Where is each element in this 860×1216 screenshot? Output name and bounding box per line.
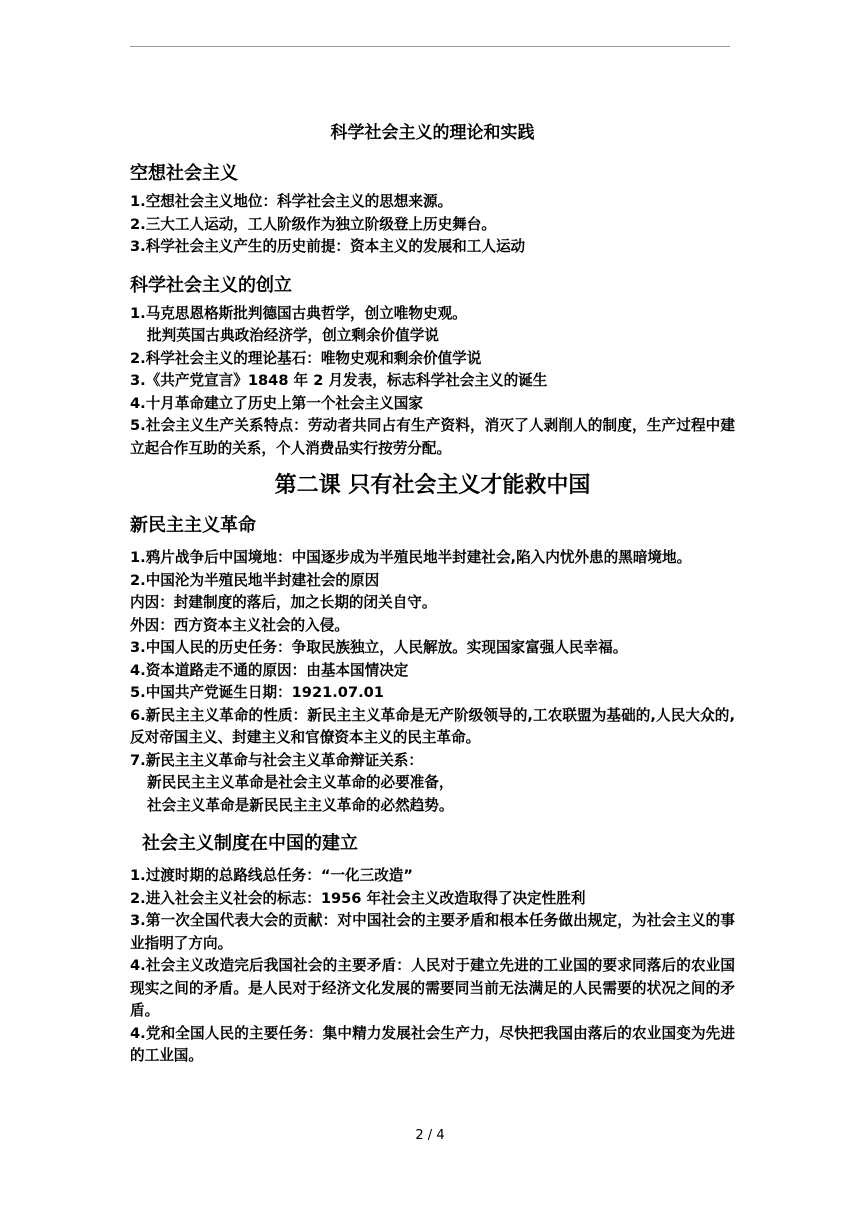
document-page (130, 100, 735, 1068)
list-item: 3.中国人民的历史任务：争取民族独立，人民解放。实现国家富强人民幸福。 (130, 639, 628, 656)
list-item: 外因：西方资本主义社会的入侵。 (130, 616, 349, 634)
list-item: 5.社会主义生产关系特点：劳动者共同占有生产资料，消灭了人剥削人的制度，生产过程中建立起合作互助的关系，个人消费品实行按劳分配。 (130, 417, 735, 457)
list-item: 7.新民主主义革命与社会主义革命辩证关系： (130, 751, 423, 769)
lesson-title: 第二课 只有社会主义才能救中国 (274, 473, 591, 498)
section-heading-utopian-socialism: 空想社会主义 (130, 163, 238, 184)
list-item: 1.鸦片战争后中国境地：中国逐步成为半殖民地半封建社会,陷入内忧外患的黑暗境地。 (130, 549, 692, 566)
list-item: 4.党和全国人民的主要任务：集中精力发展社会生产力，尽快把我国由落后的农业国变为先进的工业国。 (130, 1024, 735, 1064)
list-item: 5.中国共产党诞生日期：1921.07.01 (130, 684, 384, 701)
list-item: 2.科学社会主义的理论基石：唯物史观和剩余价值学说 (130, 349, 482, 367)
header-rule (130, 46, 730, 47)
list-item: 2.中国沦为半殖民地半封建社会的原因 (130, 571, 380, 589)
list-item: 4.十月革命建立了历史上第一个社会主义国家 (130, 394, 423, 412)
section-heading-scientific-socialism: 科学社会主义的创立 (130, 274, 292, 296)
list-item: 2.进入社会主义社会的标志：1956 年社会主义改造取得了决定性胜利 (130, 889, 586, 907)
list-item: 1.过渡时期的总路线总任务：“一化三改造” (130, 867, 413, 884)
page-title: 科学社会主义的理论和实践 (330, 123, 535, 143)
list-item: 3.科学社会主义产生的历史前提：资本主义的发展和工人运动 (130, 238, 526, 255)
list-item: 1.马克思恩格斯批判德国古典哲学，创立唯物史观。 (130, 304, 467, 322)
list-item: 6.新民主主义革命的性质：新民主主义革命是无产阶级领导的,工农联盟为基础的,人民大众的,反对帝国主义、封建主义和官僚资本主义的民主革命。 (130, 706, 735, 746)
list-item: 2.三大工人运动，工人阶级作为独立阶级登上历史舞台。 (130, 215, 496, 233)
list-item: 4.资本道路走不通的原因：由基本国情决定 (130, 661, 409, 679)
page-number: 2 / 4 (415, 1128, 445, 1143)
list-item-continuation: 批判英国古典政治经济学，创立剩余价值学说 (147, 327, 439, 344)
section-heading-new-democratic-revolution: 新民主主义革命 (130, 515, 256, 536)
list-item-continuation: 社会主义革命是新民民主主义革命的必然趋势。 (147, 796, 454, 814)
list-item: 1.空想社会主义地位：科学社会主义的思想来源。 (130, 193, 453, 210)
list-item: 内因：封建制度的落后，加之长期的闭关自守。 (130, 594, 437, 611)
list-item: 3.第一次全国代表大会的贡献：对中国社会的主要矛盾和根本任务做出规定，为社会主义的事业指明了方向。 (130, 912, 735, 952)
list-item: 3.《共产党宣言》1848 年 2 月发表，标志科学社会主义的诞生 (130, 372, 548, 389)
section-heading-socialist-system: 社会主义制度在中国的建立 (142, 833, 358, 854)
list-item: 4.社会主义改造完后我国社会的主要矛盾：人民对于建立先进的工业国的要求同落后的农业国现实之间的矛盾。是人民对于经济文化发展的需要同当前无法满足的人民需要的状况之间的矛盾。 (130, 957, 735, 1019)
list-item-continuation: 新民民主主义革命是社会主义革命的必要准备， (147, 774, 454, 791)
